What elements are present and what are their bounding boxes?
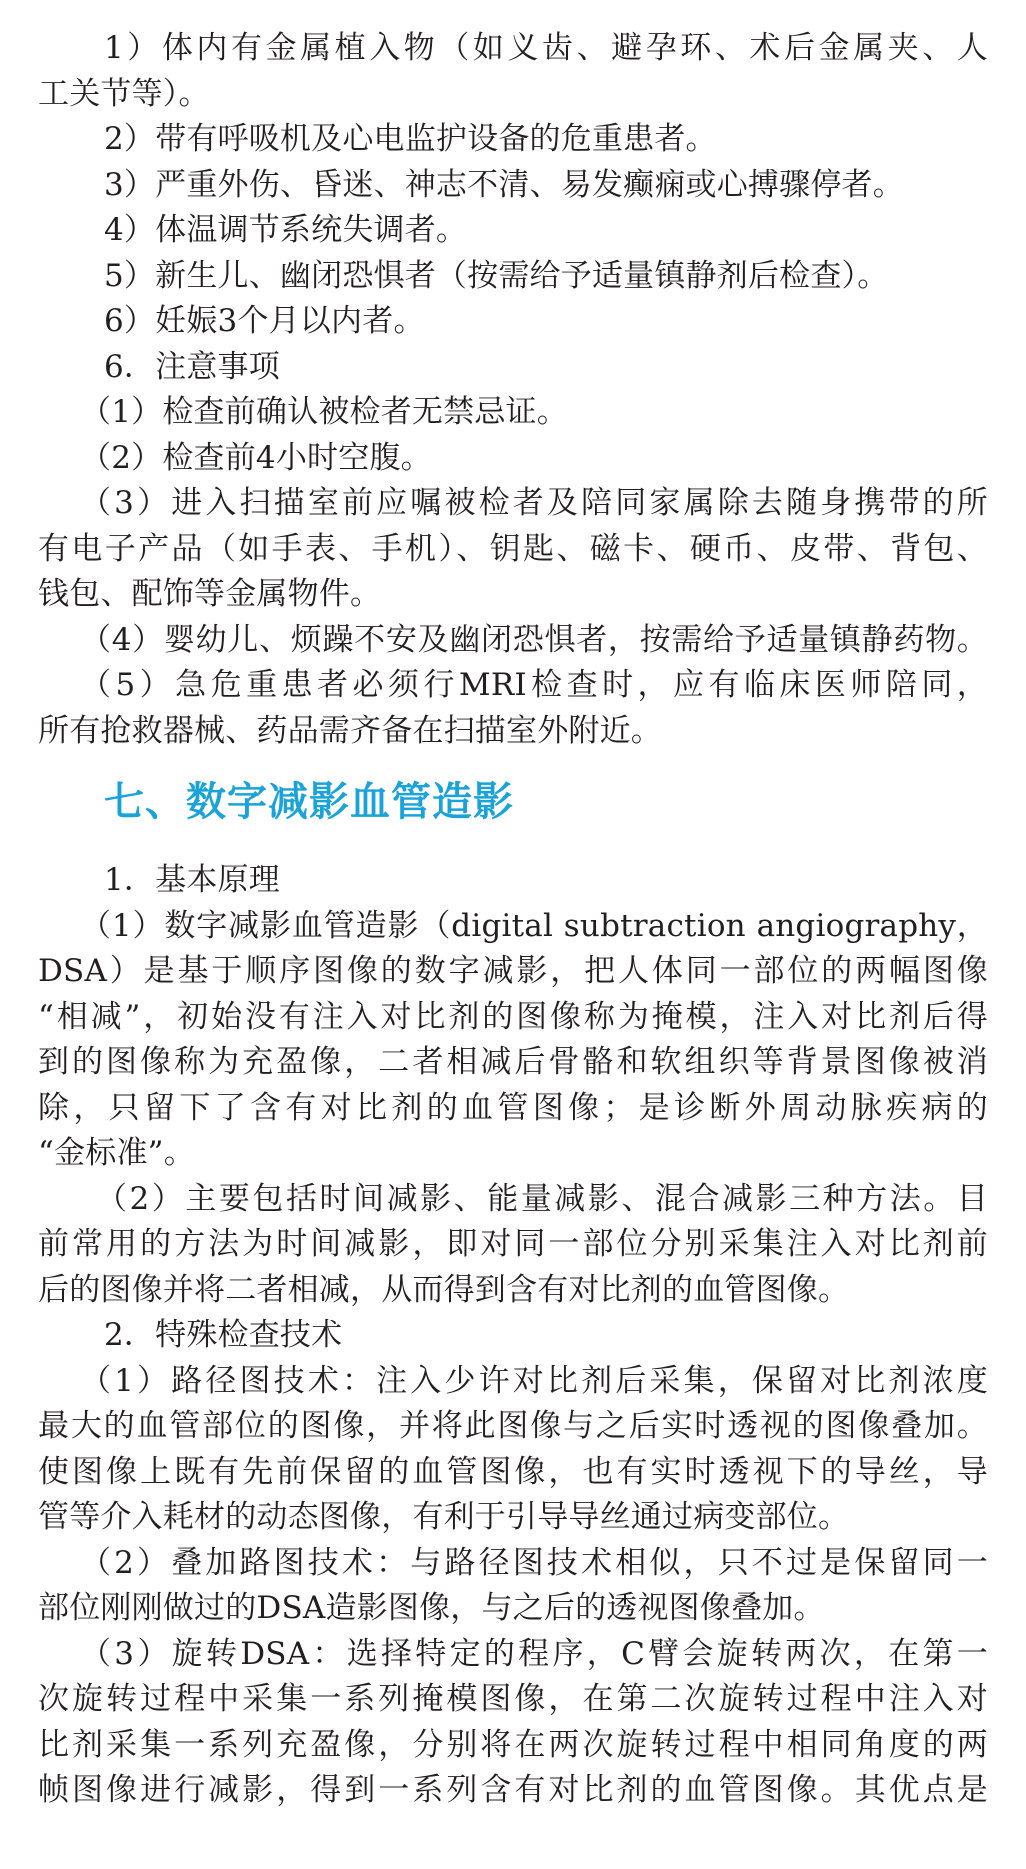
paragraph-line: 5）新生儿、幽闭恐惧者（按需给予适量镇静剂后检查）。 xyxy=(104,257,889,294)
paragraph-line: 比剂采集一系列充盈像，分别将在两次旋转过程中相同角度的两 xyxy=(38,1726,988,1763)
paragraph-line: （5）急危重患者必须行MRI检查时，应有临床医师陪同， xyxy=(80,667,988,703)
contraindications-list xyxy=(38,26,988,345)
paragraph-line: （2）叠加路图技术：与路径图技术相似，只不过是保留同一 xyxy=(80,1544,988,1581)
paragraph-line: “金标准”。 xyxy=(38,1135,195,1171)
paragraph-line: DSA）是基于顺序图像的数字减影，把人体同一部位的两幅图像 xyxy=(38,953,988,989)
paragraph-line: 后的图像并将二者相减，从而得到含有对比剂的血管图像。 xyxy=(38,1271,850,1308)
section-heading: 七、数字减影血管造影 xyxy=(104,778,514,825)
paragraph-line: 除，只留下了含有对比剂的血管图像；是诊断外周动脉疾病的 xyxy=(38,1089,988,1126)
paragraph-line: 帧图像进行减影，得到一系列含有对比剂的血管图像。其优点是 xyxy=(38,1772,988,1808)
paragraph-line: （1）数字减影血管造影（digital subtraction angiography， xyxy=(80,907,988,944)
paragraph-line: “相减”，初始没有注入对比剂的图像称为掩模，注入对比剂后得 xyxy=(38,998,988,1035)
paragraph-line: 6）妊娠3个月以内者。 xyxy=(104,303,425,339)
subsection-title: 1．基本原理 xyxy=(104,862,280,898)
paragraph-line: 1）体内有金属植入物（如义齿、避孕环、术后金属夹、人 xyxy=(104,30,988,66)
paragraph-line: （4）婴幼儿、烦躁不安及幽闭恐惧者，按需给予适量镇静药物。 xyxy=(80,621,988,658)
paragraph-line: 钱包、配饰等金属物件。 xyxy=(38,576,382,612)
paragraph-line: （1）路径图技术：注入少许对比剂后采集，保留对比剂浓度 xyxy=(80,1362,988,1399)
paragraph-line: 次旋转过程中采集一系列掩模图像，在第二次旋转过程中注入对 xyxy=(38,1681,988,1717)
subsection-title: 2．特殊检查技术 xyxy=(104,1317,343,1353)
paragraph-line: 2）带有呼吸机及心电监护设备的危重患者。 xyxy=(104,121,717,157)
paragraph-line: （2）主要包括时间减影、能量减影、混合减影三种方法。目 xyxy=(96,1180,988,1217)
paragraph-line: 部位刚刚做过的DSA造影图像，与之后的透视图像叠加。 xyxy=(38,1590,825,1626)
paragraph-line: 4）体温调节系统失调者。 xyxy=(104,212,468,248)
paragraph-line: 工关节等）。 xyxy=(38,75,210,112)
paragraph-line: 最大的血管部位的图像，并将此图像与之后实时透视的图像叠加。 xyxy=(38,1408,988,1444)
paragraph-line: 管等介入耗材的动态图像，有利于引导导丝通过病变部位。 xyxy=(38,1499,850,1535)
paragraph-line: 到的图像称为充盈像，二者相减后骨骼和软组织等背景图像被消 xyxy=(38,1044,988,1080)
paragraph-line: 有电子产品（如手表、手机）、钥匙、磁卡、硬币、皮带、背包、 xyxy=(38,530,988,567)
paragraph-line: （3）进入扫描室前应嘱被检者及陪同家属除去随身携带的所 xyxy=(80,485,988,521)
paragraph-line: 前常用的方法为时间减影，即对同一部位分别采集注入对比剂前 xyxy=(38,1226,988,1262)
paragraph-line: （1）检查前确认被检者无禁忌证。 xyxy=(80,394,568,430)
precautions-section xyxy=(38,345,988,755)
paragraph-line: 3）严重外伤、昏迷、神志不清、易发癫痫或心搏骤停者。 xyxy=(104,166,904,203)
document-page xyxy=(38,26,988,1814)
subsection-title: 6．注意事项 xyxy=(104,348,280,385)
paragraph-line: （3）旋转DSA：选择特定的程序，C臂会旋转两次，在第一 xyxy=(80,1635,988,1672)
principles-section xyxy=(38,858,988,1313)
paragraph-line: （2）检查前4小时空腹。 xyxy=(80,439,432,476)
techniques-section xyxy=(38,1313,988,1814)
paragraph-line: 使图像上既有先前保留的血管图像，也有实时透视下的导丝，导 xyxy=(38,1453,988,1490)
paragraph-line: 所有抢救器械、药品需齐备在扫描室外附近。 xyxy=(38,712,662,749)
